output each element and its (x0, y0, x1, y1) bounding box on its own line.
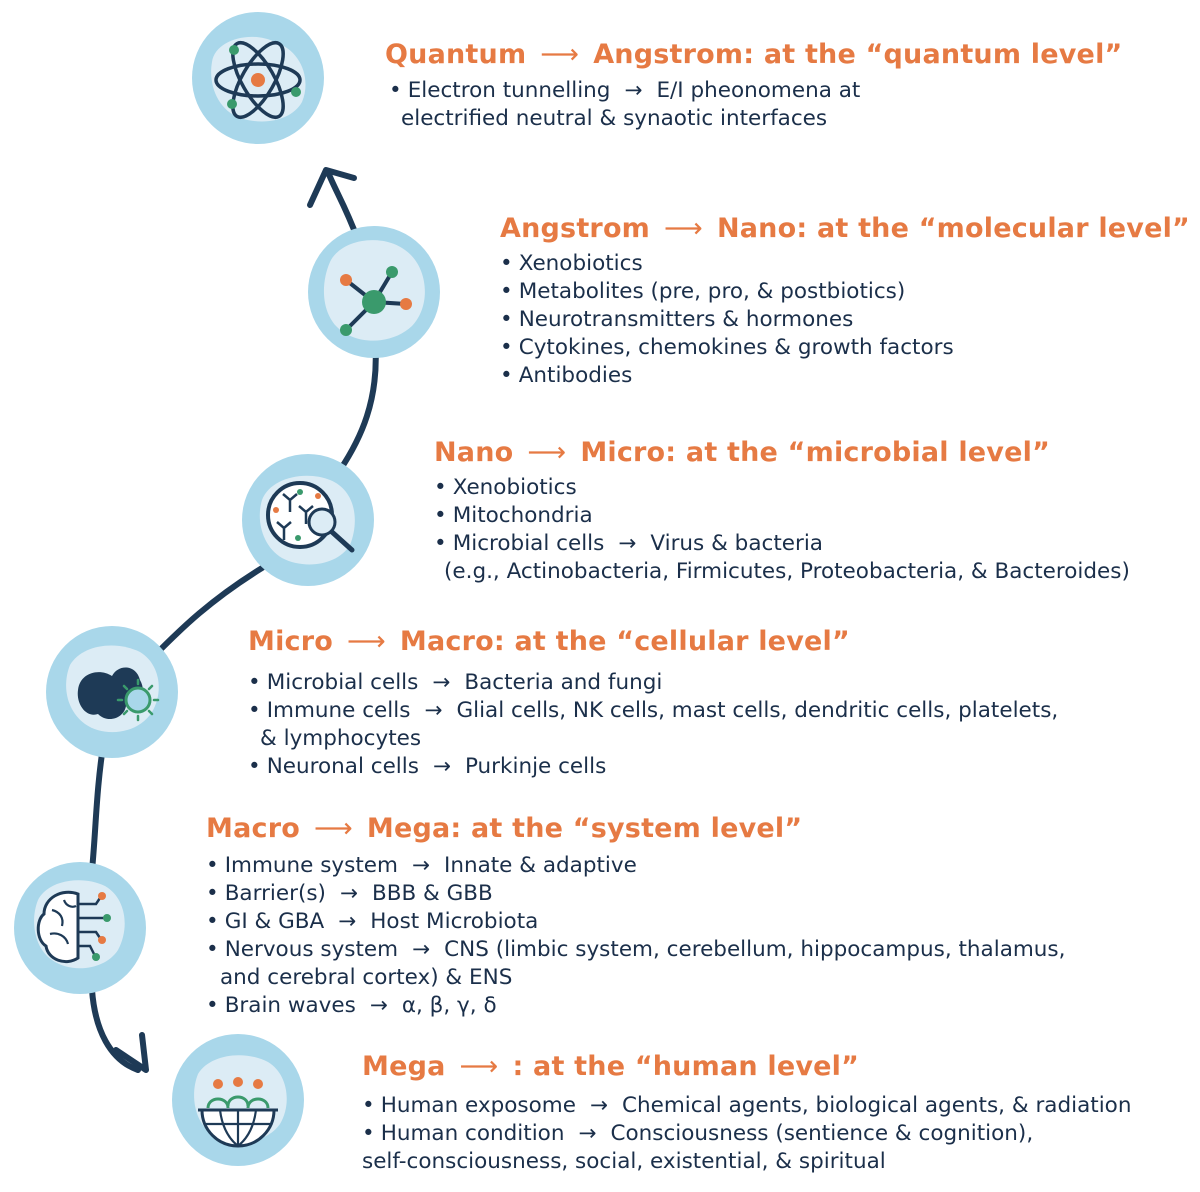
list-item: • Brain waves → α, β, γ, δ (206, 993, 497, 1018)
scale-from: Macro (206, 813, 300, 844)
item-arrow-icon: → (369, 993, 388, 1018)
item-arrow-icon: → (411, 853, 430, 878)
item-arrow-icon: → (589, 1093, 608, 1118)
atom-icon (192, 12, 324, 144)
scale-from: Nano (434, 437, 514, 468)
list-item: • Xenobiotics (500, 251, 643, 276)
heading-arrow-icon: ⟶ (527, 437, 567, 468)
heading-arrow-icon: ⟶ (540, 39, 580, 70)
list-item: • Neuronal cells → Purkinje cells (248, 754, 607, 779)
item-list (206, 852, 1065, 1020)
heading-arrow-icon: ⟶ (459, 1051, 499, 1082)
level-mega (362, 1050, 1131, 1176)
scale-to: Angstrom: at the “quantum level” (593, 39, 1123, 70)
level-macro (206, 812, 1065, 1020)
scale-to: Nano: at the “molecular level” (716, 213, 1190, 244)
scale-to: : at the “human level” (512, 1051, 860, 1082)
list-item: • Immune system → Innate & adaptive (206, 853, 637, 878)
list-item: • Mitochondria (434, 503, 593, 528)
level-heading (500, 212, 1190, 246)
brain-circuit-icon (14, 862, 146, 994)
heading-arrow-icon: ⟶ (347, 626, 386, 657)
item-arrow-icon: → (338, 909, 357, 934)
list-item: • Nervous system → CNS (limbic system, cerebellum, hippocampus, thalamus, and cerebral cortex) & ENS (206, 937, 1066, 990)
item-arrow-icon: → (578, 1121, 597, 1146)
heading-arrow-icon: ⟶ (313, 813, 353, 844)
cell-virus-icon (46, 626, 178, 758)
list-item: • Immune cells → Glial cells, NK cells, mast cells, dendritic cells, platelets, & lymphocytes (248, 698, 1059, 751)
list-item: • Barrier(s) → BBB & GBB (206, 881, 493, 906)
item-arrow-icon: → (432, 754, 451, 779)
item-arrow-icon: → (424, 698, 443, 723)
scale-to: Micro: at the “microbial level” (580, 437, 1051, 468)
level-heading (385, 38, 1122, 72)
list-item: • Microbial cells → Virus & bacteria (e.g., Actinobacteria, Firmicutes, Proteobacteria, & Bacteroides) (434, 531, 1130, 584)
item-arrow-icon: → (432, 670, 451, 695)
scale-to: Macro: at the “cellular level” (399, 626, 850, 657)
item-list (500, 250, 1190, 390)
item-list (362, 1092, 1131, 1176)
scale-to: Mega: at the “system level” (366, 813, 803, 844)
level-micro (248, 625, 1058, 781)
list-item: • Cytokines, chemokines & growth factors (500, 335, 954, 360)
list-item: • Antibodies (500, 363, 633, 388)
list-item: • Xenobiotics (434, 475, 577, 500)
level-nano (434, 436, 1130, 586)
molecule-icon (308, 226, 440, 358)
level-heading (248, 625, 1058, 659)
scale-from: Angstrom (500, 213, 651, 244)
item-arrow-icon: → (624, 78, 643, 103)
item-list (389, 77, 1122, 133)
item-arrow-icon: → (412, 937, 431, 962)
level-quantum (385, 38, 1122, 133)
magnifier-antibody-icon (242, 454, 374, 586)
item-arrow-icon: → (618, 531, 637, 556)
level-angstrom (500, 212, 1190, 390)
list-item: • Metabolites (pre, pro, & postbiotics) (500, 279, 906, 304)
item-list (434, 474, 1130, 586)
heading-arrow-icon: ⟶ (664, 213, 703, 244)
scale-from: Micro (248, 626, 333, 657)
item-list (248, 669, 1058, 781)
list-item: • Human condition → Consciousness (sentience & cognition), self-consciousness, social, existential, & spiritual (362, 1121, 1034, 1174)
list-item: • Human exposome → Chemical agents, biological agents, & radiation (362, 1093, 1132, 1118)
scale-from: Quantum (385, 39, 527, 70)
list-item: • Neurotransmitters & hormones (500, 307, 854, 332)
list-item: • GI & GBA → Host Microbiota (206, 909, 539, 934)
list-item: • Microbial cells → Bacteria and fungi (248, 670, 663, 695)
level-heading (206, 812, 1065, 846)
scale-from: Mega (362, 1051, 446, 1082)
item-arrow-icon: → (339, 881, 358, 906)
list-item: • Electron tunnelling → E/I pheonomena at electrified neutral & synaotic interfaces (389, 78, 861, 131)
level-heading (434, 436, 1130, 470)
people-globe-icon (172, 1034, 304, 1166)
level-heading (362, 1050, 1131, 1084)
